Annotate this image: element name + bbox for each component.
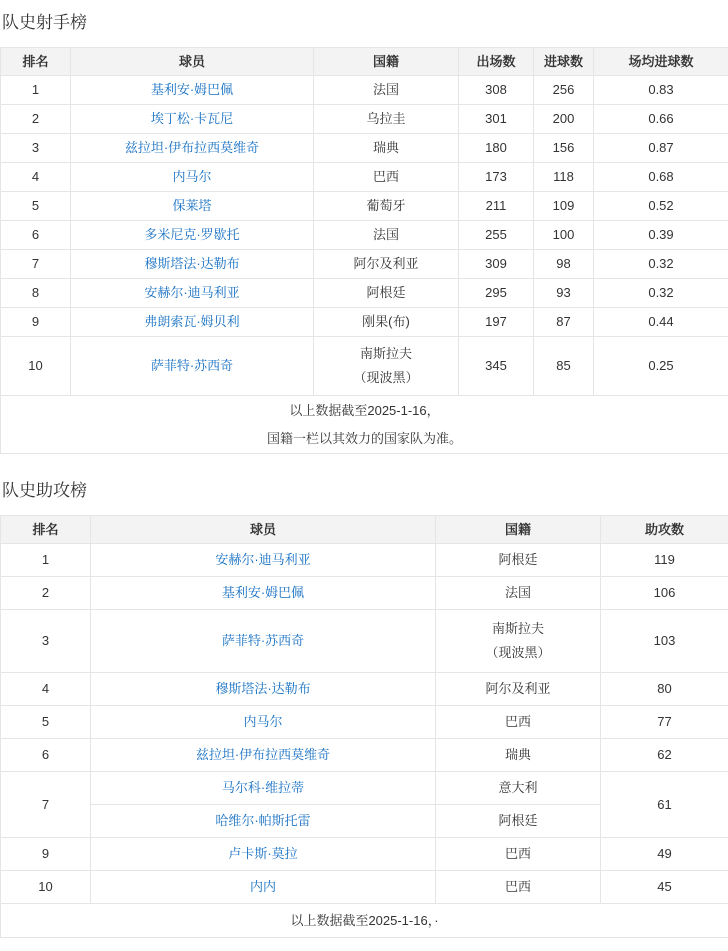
rank-cell: 9	[1, 838, 91, 871]
player-cell	[71, 279, 314, 308]
nation-cell: 法国	[314, 76, 459, 105]
table-row	[1, 577, 728, 610]
assists-cell: 119	[601, 544, 728, 577]
rank-cell: 7	[1, 772, 91, 838]
rank-cell: 5	[1, 192, 71, 221]
player-link[interactable]: 萨菲特·苏西奇	[150, 358, 234, 373]
table-row	[1, 192, 728, 221]
apps-cell: 295	[459, 279, 534, 308]
player-link[interactable]: 弗朗索瓦·姆贝利	[144, 314, 240, 329]
assists-cell: 61	[601, 772, 728, 838]
rank-cell: 4	[1, 673, 91, 706]
player-cell	[91, 838, 436, 871]
player-cell	[91, 805, 436, 838]
player-cell	[91, 610, 436, 673]
player-cell	[91, 544, 436, 577]
apps-cell: 197	[459, 308, 534, 337]
goals-cell: 98	[534, 250, 594, 279]
goals-cell: 93	[534, 279, 594, 308]
player-link[interactable]: 基利安·姆巴佩	[221, 585, 305, 600]
table-row	[1, 544, 728, 577]
rank-cell: 10	[1, 871, 91, 904]
nation-cell	[436, 610, 601, 673]
assists-cell: 49	[601, 838, 728, 871]
player-link[interactable]: 内马尔	[243, 714, 283, 729]
apps-cell: 211	[459, 192, 534, 221]
rank-cell: 2	[1, 577, 91, 610]
apps-cell: 309	[459, 250, 534, 279]
nation-cell: 阿根廷	[436, 805, 601, 838]
column-header-goals-per-game: 场均进球数	[594, 48, 728, 76]
player-cell	[91, 871, 436, 904]
nation-cell: 阿根廷	[314, 279, 459, 308]
table-row	[1, 871, 728, 904]
column-header-player: 球员	[91, 516, 436, 544]
player-cell	[91, 706, 436, 739]
scorers-section-title: 队史射手榜	[2, 13, 87, 32]
nation-cell: 阿尔及利亚	[436, 673, 601, 706]
nation-line-1: 南斯拉夫	[491, 621, 544, 636]
column-header-rank: 排名	[1, 48, 71, 76]
assists-cell: 77	[601, 706, 728, 739]
goals-cell: 109	[534, 192, 594, 221]
apps-cell: 180	[459, 134, 534, 163]
table-row	[1, 163, 728, 192]
nation-cell: 阿尔及利亚	[314, 250, 459, 279]
player-cell	[91, 673, 436, 706]
player-link[interactable]: 安赫尔·迪马利亚	[144, 285, 240, 300]
table-row	[1, 221, 728, 250]
avg-cell: 0.68	[594, 163, 728, 192]
avg-cell: 0.39	[594, 221, 728, 250]
column-header-goals: 进球数	[534, 48, 594, 76]
player-cell	[91, 577, 436, 610]
apps-cell: 173	[459, 163, 534, 192]
goals-cell: 85	[534, 337, 594, 396]
nation-cell: 巴西	[314, 163, 459, 192]
column-header-nation: 国籍	[314, 48, 459, 76]
player-cell	[71, 105, 314, 134]
rank-cell: 10	[1, 337, 71, 396]
player-link[interactable]: 穆斯塔法·达勒布	[144, 256, 240, 271]
table-row	[1, 337, 728, 396]
player-link[interactable]: 萨菲特·苏西奇	[221, 633, 305, 648]
footnote-line-1: 以上数据截至2025-1-16，·	[290, 913, 439, 928]
player-cell	[91, 739, 436, 772]
player-cell	[71, 76, 314, 105]
table-row	[1, 739, 728, 772]
table-footnote	[1, 396, 728, 454]
rank-cell: 6	[1, 221, 71, 250]
footnote-line-2: 国籍一栏以其效力的国家队为准。	[266, 431, 462, 446]
apps-cell: 345	[459, 337, 534, 396]
goals-cell: 156	[534, 134, 594, 163]
table-row	[1, 706, 728, 739]
player-link[interactable]: 哈维尔·帕斯托雷	[215, 813, 311, 828]
player-link[interactable]: 兹拉坦·伊布拉西莫维奇	[195, 747, 331, 762]
player-cell	[71, 163, 314, 192]
rank-cell: 3	[1, 134, 71, 163]
goals-cell: 87	[534, 308, 594, 337]
rank-cell: 2	[1, 105, 71, 134]
player-link[interactable]: 安赫尔·迪马利亚	[215, 552, 311, 567]
player-cell	[71, 192, 314, 221]
player-link[interactable]: 马尔科·维拉蒂	[221, 780, 305, 795]
nation-cell: 巴西	[436, 871, 601, 904]
scorers-header-row	[1, 48, 728, 76]
player-cell	[71, 337, 314, 396]
table-row	[1, 279, 728, 308]
assists-section-title: 队史助攻榜	[2, 481, 87, 500]
nation-cell: 瑞典	[436, 739, 601, 772]
column-header-player: 球员	[71, 48, 314, 76]
table-row	[1, 308, 728, 337]
rank-cell: 9	[1, 308, 71, 337]
rank-cell: 4	[1, 163, 71, 192]
scorers-table	[0, 47, 728, 454]
footnote-line-1: 以上数据截至2025-1-16，	[289, 403, 440, 418]
goals-cell: 256	[534, 76, 594, 105]
apps-cell: 255	[459, 221, 534, 250]
player-link[interactable]: 内内	[249, 879, 276, 894]
assists-table	[0, 515, 728, 938]
player-link[interactable]: 穆斯塔法·达勒布	[215, 681, 311, 696]
column-header-assists: 助攻数	[601, 516, 728, 544]
player-link[interactable]: 内马尔	[172, 169, 212, 184]
nation-cell: 巴西	[436, 706, 601, 739]
avg-cell: 0.44	[594, 308, 728, 337]
table-row-shared-rank	[1, 772, 728, 805]
assists-cell: 45	[601, 871, 728, 904]
rank-cell: 1	[1, 76, 71, 105]
table-row	[1, 673, 728, 706]
table-row	[1, 838, 728, 871]
assists-cell: 62	[601, 739, 728, 772]
goals-cell: 200	[534, 105, 594, 134]
apps-cell: 301	[459, 105, 534, 134]
table-row	[1, 250, 728, 279]
notes-row	[1, 904, 728, 938]
notes-row	[1, 396, 728, 454]
rank-cell: 7	[1, 250, 71, 279]
apps-cell: 308	[459, 76, 534, 105]
table-row	[1, 105, 728, 134]
player-cell	[91, 772, 436, 805]
avg-cell: 0.83	[594, 76, 728, 105]
assists-header-row	[1, 516, 728, 544]
rank-cell: 1	[1, 544, 91, 577]
avg-cell: 0.32	[594, 250, 728, 279]
assists-cell: 106	[601, 577, 728, 610]
player-link[interactable]: 埃丁松·卡瓦尼	[150, 111, 234, 126]
goals-cell: 118	[534, 163, 594, 192]
rank-cell: 8	[1, 279, 71, 308]
nation-cell: 阿根廷	[436, 544, 601, 577]
rank-cell: 5	[1, 706, 91, 739]
nation-cell: 意大利	[436, 772, 601, 805]
table-row	[1, 610, 728, 673]
player-link[interactable]: 兹拉坦·伊布拉西莫维奇	[124, 140, 260, 155]
player-cell	[71, 134, 314, 163]
avg-cell: 0.52	[594, 192, 728, 221]
nation-cell: 葡萄牙	[314, 192, 459, 221]
assists-cell: 80	[601, 673, 728, 706]
nation-line-2: （现波黑）	[353, 370, 419, 385]
nation-line-1: 南斯拉夫	[359, 346, 412, 361]
player-cell	[71, 308, 314, 337]
nation-cell: 法国	[436, 577, 601, 610]
assists-cell: 103	[601, 610, 728, 673]
goals-cell: 100	[534, 221, 594, 250]
rank-cell: 6	[1, 739, 91, 772]
rank-cell: 3	[1, 610, 91, 673]
player-cell	[71, 250, 314, 279]
player-link[interactable]: 多米尼克·罗歇托	[144, 227, 240, 242]
nation-cell: 乌拉圭	[314, 105, 459, 134]
player-link[interactable]: 卢卡斯·莫拉	[228, 846, 298, 861]
column-header-apps: 出场数	[459, 48, 534, 76]
column-header-rank: 排名	[1, 516, 91, 544]
avg-cell: 0.87	[594, 134, 728, 163]
nation-line-2: （现波黑）	[485, 645, 551, 660]
avg-cell: 0.66	[594, 105, 728, 134]
avg-cell: 0.32	[594, 279, 728, 308]
column-header-nation: 国籍	[436, 516, 601, 544]
player-link[interactable]: 保莱塔	[172, 198, 212, 213]
nation-cell: 法国	[314, 221, 459, 250]
nation-cell: 巴西	[436, 838, 601, 871]
table-row	[1, 134, 728, 163]
nation-cell: 刚果(布)	[314, 308, 459, 337]
player-link[interactable]: 基利安·姆巴佩	[150, 82, 234, 97]
table-row	[1, 76, 728, 105]
nation-cell	[314, 337, 459, 396]
table-footnote	[1, 904, 728, 938]
avg-cell: 0.25	[594, 337, 728, 396]
player-cell	[71, 221, 314, 250]
nation-cell: 瑞典	[314, 134, 459, 163]
